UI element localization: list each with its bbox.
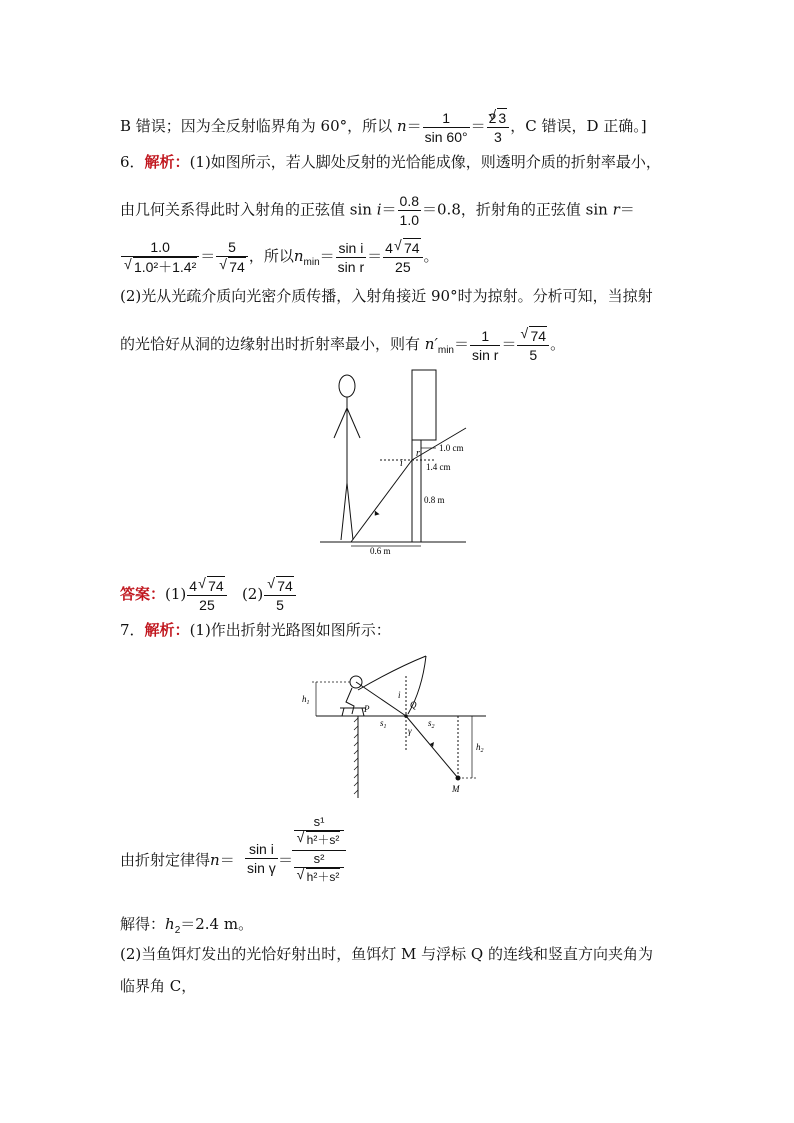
denominator <box>216 257 248 276</box>
q7-line-2 <box>120 944 680 964</box>
radical: √ 74 <box>403 238 421 257</box>
text: (2)光从光疏介质向光密介质传播，入射角接近 90°时为掠射。分析可知，当掠射 <box>120 287 653 305</box>
bottom-numerator: s² <box>313 851 325 866</box>
radical: √ 74 <box>276 576 294 595</box>
radical: √ h²＋s² <box>306 868 341 885</box>
fraction-10-over-root <box>121 238 199 276</box>
top-denominator <box>294 830 344 848</box>
numerator: 1 <box>470 327 500 346</box>
label-14cm: 1.4 cm <box>426 462 451 472</box>
fraction-1-over-sin60 <box>423 109 470 146</box>
text: ，所以 <box>248 247 294 265</box>
radical: √ 74 <box>207 576 225 595</box>
label-1cm: 1.0 cm <box>439 443 464 453</box>
label-08m: 0.8 m <box>424 495 445 505</box>
text: 解得： <box>120 915 166 933</box>
denominator: 5 <box>529 347 538 363</box>
q7-line-1 <box>120 620 680 640</box>
text: 临界角 C， <box>120 977 197 995</box>
var-n-prime: n′ <box>424 335 438 353</box>
denominator: sin r <box>337 258 365 275</box>
radical: √ 74 <box>529 326 547 345</box>
equals: ＝ <box>406 117 422 135</box>
text: (1)作出折射光路图如图所示： <box>189 621 391 639</box>
denominator: 3 <box>494 129 502 145</box>
q6-line-1 <box>120 152 680 172</box>
text: 由几何关系得此时入射角的正弦值 sin <box>120 200 372 219</box>
denominator <box>121 257 199 276</box>
person-leg-left <box>341 483 347 540</box>
fraction-5-over-root74 <box>216 238 248 276</box>
equals: ＝ <box>454 335 470 353</box>
fraction-sini-over-singamma <box>245 840 278 877</box>
numerator: 0.8 <box>399 193 420 209</box>
question-number: 6． <box>120 153 145 171</box>
fraction-4root74-over-25 <box>383 238 422 276</box>
denominator: sin 60° <box>424 128 468 145</box>
coef: 4 <box>385 240 393 256</box>
radical: √ h²＋s² <box>306 831 341 848</box>
q6-line-3 <box>120 238 680 276</box>
numerator: 1.0 <box>121 238 199 257</box>
fraction-root74-over-5 <box>517 326 549 364</box>
wall-block <box>412 370 436 440</box>
fraction-2root3-over-3 <box>487 108 510 146</box>
coef: 4 <box>189 578 198 594</box>
var-r: r <box>612 200 620 219</box>
text: (2) <box>241 585 264 603</box>
answer-2-fraction <box>264 576 296 614</box>
person-arm-left <box>334 408 347 438</box>
text: 。 <box>550 335 566 353</box>
figure-person-wall-refraction <box>318 368 468 558</box>
text: ，C 错误，D 正确。] <box>510 117 647 135</box>
top-numerator: s¹ <box>313 814 325 829</box>
denominator: sin r <box>472 346 499 363</box>
answer-1-fraction <box>187 576 226 614</box>
numerator <box>517 326 549 346</box>
label-P: P <box>364 704 370 714</box>
var-h: h <box>165 915 175 933</box>
denominator: 25 <box>199 597 215 613</box>
equals: ＝ <box>200 247 216 265</box>
text: (1)如图所示，若人脚处反射的光恰能成像，则透明介质的折射率最小， <box>189 153 661 171</box>
fisher-body <box>346 688 354 714</box>
label-i: i <box>398 690 401 700</box>
radical: √ 74 <box>228 257 246 276</box>
denominator: 25 <box>395 259 411 275</box>
q7-solution <box>120 914 680 941</box>
numerator: sin i <box>336 239 366 258</box>
analysis-label: 解析： <box>144 621 190 639</box>
text: 的光恰好从洞的边缘射出时折射率最小，则有 <box>120 335 421 353</box>
var-n: n <box>210 851 220 869</box>
numerator: 1 <box>423 109 470 128</box>
label-h2: $h_2$ <box>476 742 484 754</box>
subscript: min <box>303 257 320 268</box>
equals: ＝ <box>470 117 486 135</box>
text: 。 <box>423 247 439 265</box>
denominator: sin γ <box>247 860 276 876</box>
radical: √ 1.0²＋1.4² <box>133 257 197 276</box>
denominator: 5 <box>276 597 284 613</box>
var-n: n <box>396 117 407 135</box>
equals: ＝ <box>381 200 397 219</box>
person-leg-right <box>347 483 353 540</box>
subscript: 2 <box>174 925 181 936</box>
float-Q <box>404 714 408 718</box>
text: 由折射定律得 <box>120 851 211 869</box>
equals: ＝ <box>619 200 635 219</box>
text: ＝2.4 m。 <box>180 915 254 933</box>
text: (2)当鱼饵灯发出的光恰好射出时，鱼饵灯 M 与浮标 Q 的连线和竖直方向夹角为 <box>120 945 653 963</box>
denominator: 1.0 <box>399 212 420 228</box>
equals: ＝ <box>501 335 517 353</box>
equals: ＝ <box>219 851 235 869</box>
subscript: min <box>437 345 454 356</box>
numerator: sin i <box>245 840 278 859</box>
q7-law <box>120 814 680 906</box>
figure-fishing-refraction <box>296 650 496 800</box>
person-head <box>339 375 355 397</box>
var-n: n <box>293 247 304 265</box>
equals: ＝ <box>367 247 383 265</box>
label-gamma: γ <box>408 726 412 736</box>
numerator <box>383 238 422 258</box>
label-s1: $s_1$ <box>380 718 387 730</box>
answer-label: 答案： <box>120 585 166 603</box>
label-s2: $s_2$ <box>428 718 435 730</box>
fishing-rod <box>358 656 426 690</box>
fraction-sini-over-sinr <box>336 239 366 276</box>
q6-line-4 <box>120 286 680 306</box>
person-arm-right <box>347 408 360 438</box>
compound-fraction <box>292 814 346 885</box>
numerator: 5 <box>216 238 248 257</box>
coef: 2 <box>488 110 497 126</box>
bank-hatching <box>354 718 358 794</box>
equals: ＝ <box>278 851 294 869</box>
var-i: i <box>376 200 382 219</box>
analysis-label: 解析： <box>144 153 190 171</box>
label-r: r <box>416 448 420 459</box>
label-Q: Q <box>410 700 417 710</box>
label-i: i <box>400 458 403 469</box>
q7-line-3 <box>120 976 680 996</box>
law-text <box>120 850 235 870</box>
question-number: 7． <box>120 621 145 639</box>
bait-light-M <box>456 776 461 781</box>
q6-line-5 <box>120 326 680 364</box>
q6-answer <box>120 576 680 614</box>
radical: √ 3 <box>497 108 507 127</box>
fraction-08-over-10 <box>398 192 421 229</box>
text: (1) <box>165 585 187 603</box>
numerator <box>487 108 510 128</box>
text: B 错误；因为全反射临界角为 60°，所以 <box>120 117 393 135</box>
bottom-denominator <box>294 867 344 885</box>
equals: ＝ <box>319 247 335 265</box>
numerator <box>187 576 226 596</box>
text: ＝0.8，折射角的正弦值 sin <box>422 200 608 219</box>
fraction-1-over-sinr <box>470 327 500 364</box>
numerator <box>264 576 296 596</box>
text-line-1 <box>120 108 680 146</box>
label-06m: 0.6 m <box>370 546 391 556</box>
label-h1: $h_1$ <box>302 694 310 706</box>
label-M: M <box>452 784 460 794</box>
incident-ray <box>351 460 412 542</box>
q6-line-2 <box>120 192 680 229</box>
